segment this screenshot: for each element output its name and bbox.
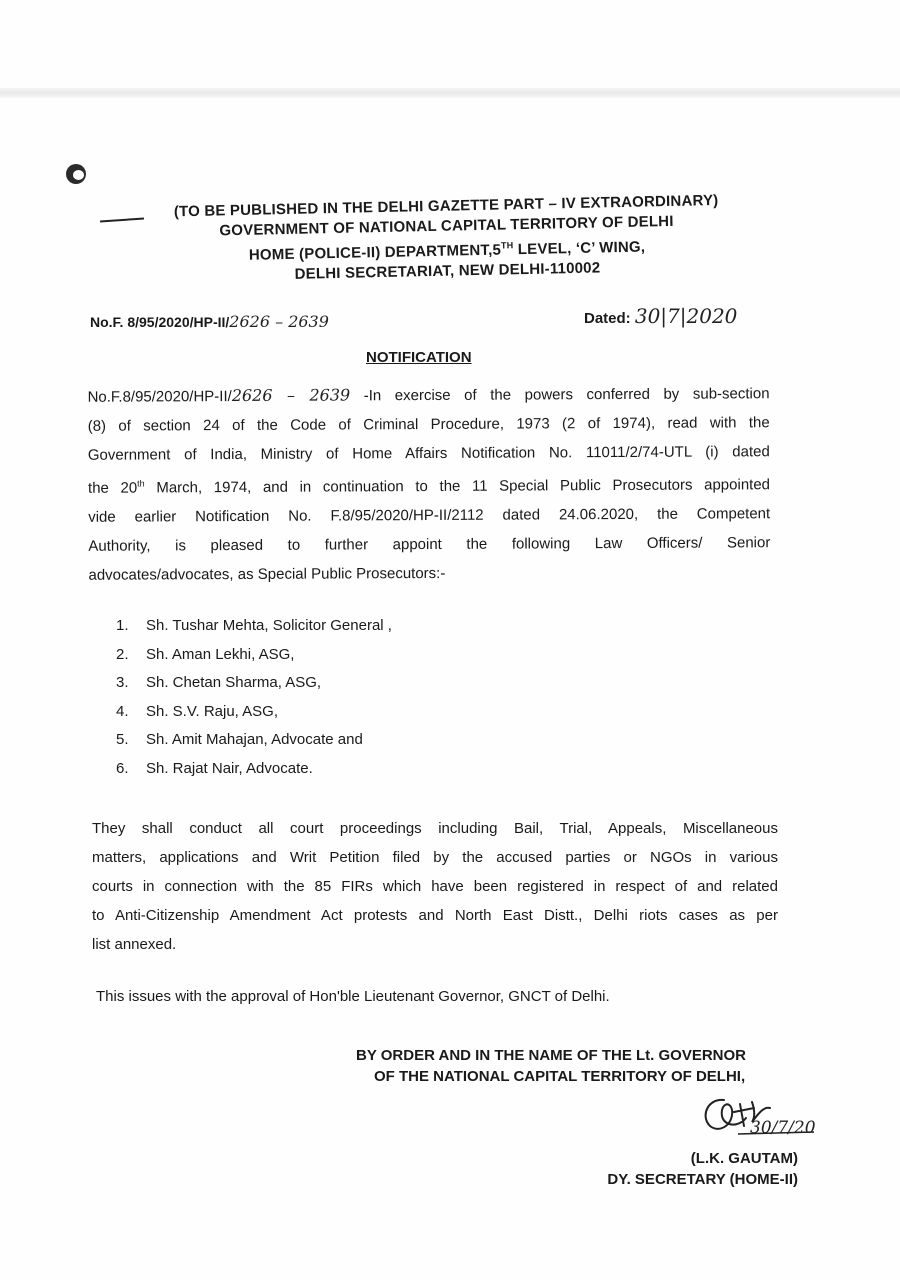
signature-date: 30/7/20 bbox=[750, 1118, 816, 1138]
body-line: advocates/advocates, as Special Public Prosecutors:- bbox=[88, 564, 446, 584]
department-line: HOME (POLICE-II) DEPARTMENT,5TH LEVEL, ‘C’ WING, bbox=[248, 238, 646, 264]
body-line: the 20th March, 1974, and in continuation to the 11 Special Public Prosecutors appointed bbox=[87, 476, 771, 497]
file-number: No.F. 8/95/2020/HP-II/2626 – 2639 bbox=[90, 312, 329, 331]
order-block bbox=[356, 1045, 746, 1087]
handwritten-number: 2626 – 2639 bbox=[229, 312, 329, 331]
notification-body bbox=[87, 378, 770, 590]
duties-line: to Anti-Citizenship Amendment Act protests and North East Distt., Delhi riots cases as per bbox=[92, 907, 778, 924]
handwritten-date: 30|7|2020 bbox=[634, 304, 738, 328]
appointee-list bbox=[116, 612, 392, 784]
list-item: 4. Sh. S.V. Raju, ASG, bbox=[116, 702, 279, 720]
body-line: No.F.8/95/2020/HP-II/2626 – 2639 -In exercise of the powers conferred by sub-section bbox=[87, 385, 770, 406]
government-line: GOVERNMENT OF NATIONAL CAPITAL TERRITORY OF DELHI bbox=[219, 212, 674, 240]
signer-designation: DY. SECRETARY (HOME-II) bbox=[607, 1171, 798, 1188]
body-line: Authority, is pleased to further appoint the following Law Officers/ Senior bbox=[88, 534, 771, 555]
punch-hole-icon bbox=[66, 164, 86, 184]
dated-field: Dated: 30|7|2020 bbox=[584, 304, 738, 328]
list-item: 2. Sh. Aman Lekhi, ASG, bbox=[116, 645, 295, 663]
scan-edge-line bbox=[0, 88, 900, 98]
body-line: (8) of section 24 of the Code of Criminal Procedure, 1973 (2 of 1974), read with the bbox=[87, 414, 770, 435]
signer-block bbox=[576, 1148, 798, 1190]
address-line: DELHI SECRETARIAT, NEW DELHI-110002 bbox=[294, 259, 601, 283]
order-line: OF THE NATIONAL CAPITAL TERRITORY OF DELHI, bbox=[374, 1068, 746, 1085]
handwritten-number: 2626 – 2639 bbox=[231, 385, 351, 406]
duties-line: matters, applications and Writ Petition filed by the accused parties or NGOs in various bbox=[92, 849, 778, 866]
gazette-line: (TO BE PUBLISHED IN THE DELHI GAZETTE PART – IV EXTRAORDINARY) bbox=[173, 191, 719, 221]
approval-line: This issues with the approval of Hon'ble Lieutenant Governor, GNCT of Delhi. bbox=[96, 988, 610, 1005]
list-item: 6. Sh. Rajat Nair, Advocate. bbox=[116, 759, 313, 777]
list-item: 1. Sh. Tushar Mehta, Solicitor General , bbox=[116, 617, 392, 634]
body-line: Government of India, Ministry of Home Affairs Notification No. 11011/2/74-UTL (i) dated bbox=[87, 443, 770, 464]
duties-line: courts in connection with the 85 FIRs which have been registered in respect of and related bbox=[92, 878, 778, 895]
list-item: 5. Sh. Amit Mahajan, Advocate and bbox=[116, 731, 363, 749]
letterhead bbox=[96, 189, 798, 289]
duties-line: They shall conduct all court proceedings including Bail, Trial, Appeals, Miscellaneous bbox=[92, 820, 778, 837]
list-item: 3. Sh. Chetan Sharma, ASG, bbox=[116, 674, 322, 692]
body-line: vide earlier Notification No. F.8/95/2020/HP-II/2112 dated 24.06.2020, the Competent bbox=[88, 505, 771, 526]
duties-paragraph bbox=[92, 814, 778, 959]
duties-line: list annexed. bbox=[92, 936, 177, 953]
order-line: BY ORDER AND IN THE NAME OF THE Lt. GOVERNOR bbox=[356, 1047, 747, 1064]
signer-name: (L.K. GAUTAM) bbox=[690, 1150, 798, 1167]
notification-title: NOTIFICATION bbox=[366, 349, 472, 366]
